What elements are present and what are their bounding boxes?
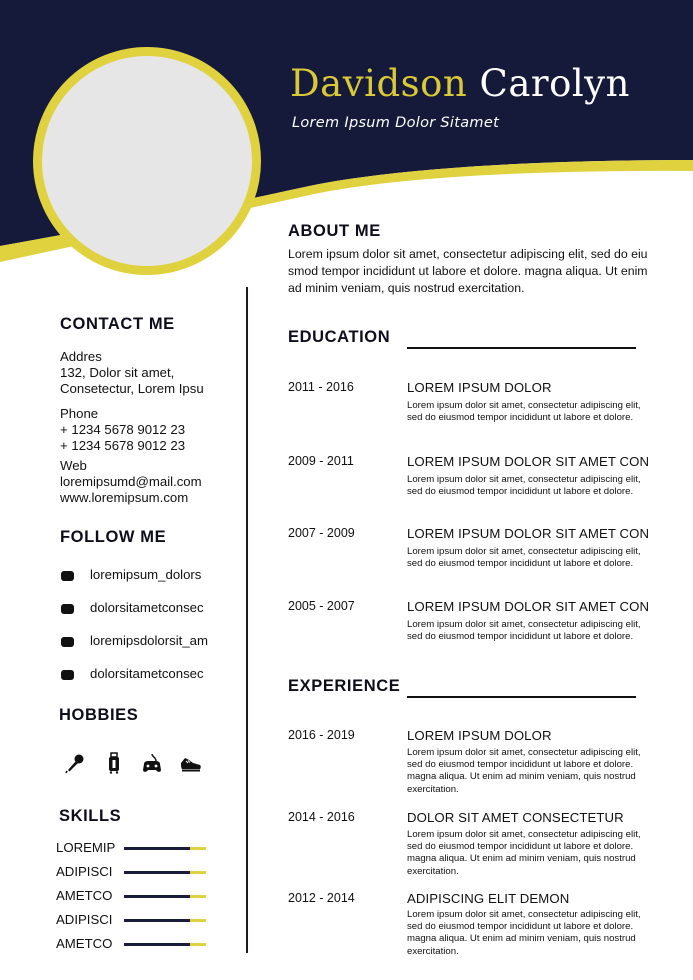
about-heading: ABOUT ME bbox=[288, 222, 381, 240]
address-line-2: Consetectur, Lorem Ipsu bbox=[60, 380, 204, 396]
social-icon bbox=[61, 670, 74, 680]
education-desc: Lorem ipsum dolor sit amet, consectetur adipiscing elit, sed do eiusmod tempor incididunt ut labore et dolore. bbox=[407, 546, 641, 570]
phone-1: + 1234 5678 9012 23 bbox=[60, 421, 186, 437]
skill-label: AMETCO bbox=[56, 888, 113, 903]
social-icon bbox=[61, 571, 74, 581]
education-desc: Lorem ipsum dolor sit amet, consectetur adipiscing elit, sed do eiusmod tempor incididunt ut labore et dolore. bbox=[407, 474, 641, 498]
follow-item[interactable] bbox=[60, 600, 204, 617]
education-desc: Lorem ipsum dolor sit amet, consectetur adipiscing elit, sed do eiusmod tempor incididunt ut labore et dolore. bbox=[407, 400, 641, 424]
skill-label: LOREMIP bbox=[56, 840, 116, 855]
microphone-icon bbox=[64, 752, 86, 774]
skill-label: ADIPISCI bbox=[56, 864, 113, 879]
skill-label: AMETCO bbox=[56, 936, 113, 951]
follow-label: loremipsdolorsit_am bbox=[90, 633, 208, 648]
follow-item[interactable] bbox=[60, 666, 204, 683]
experience-rule bbox=[407, 696, 636, 698]
gamepad-icon bbox=[141, 752, 163, 774]
experience-title: DOLOR SIT AMET CONSECTETUR bbox=[407, 810, 624, 825]
follow-label: loremipsum_dolors bbox=[90, 567, 202, 582]
education-heading: EDUCATION bbox=[288, 328, 391, 346]
last-name: Carolyn bbox=[479, 62, 630, 105]
experience-desc: Lorem ipsum dolor sit amet, consectetur adipiscing elit, sed do eiusmod tempor incididunt ut labore et dolore. magna aliqua. Ut enim ad minim veniam, quis nostrud exercitation. bbox=[407, 747, 641, 795]
email-link[interactable]: loremipsumd@mail.com bbox=[60, 473, 202, 489]
skill-bar bbox=[124, 847, 206, 850]
social-icon bbox=[61, 604, 74, 614]
experience-years: 2014 - 2016 bbox=[288, 810, 355, 824]
experience-years: 2012 - 2014 bbox=[288, 891, 355, 905]
follow-item[interactable] bbox=[60, 567, 202, 584]
skill-bar-fill bbox=[124, 871, 190, 874]
suitcase-icon bbox=[103, 752, 125, 774]
follow-label: dolorsitametconsec bbox=[90, 600, 204, 615]
address-block bbox=[60, 349, 204, 396]
phone-2: + 1234 5678 9012 23 bbox=[60, 437, 186, 453]
skills-heading: SKILLS bbox=[59, 807, 122, 825]
candidate-name bbox=[290, 62, 630, 105]
address-line-1: 132, Dolor sit amet, bbox=[60, 364, 175, 380]
phone-label: Phone bbox=[60, 406, 99, 421]
social-icon bbox=[61, 637, 74, 647]
education-years: 2009 - 2011 bbox=[288, 454, 354, 468]
skill-bar bbox=[124, 871, 206, 874]
education-years: 2005 - 2007 bbox=[288, 599, 355, 613]
education-years: 2007 - 2009 bbox=[288, 526, 355, 540]
website-link[interactable]: www.loremipsum.com bbox=[60, 489, 189, 505]
skill-label: ADIPISCI bbox=[56, 912, 113, 927]
education-desc: Lorem ipsum dolor sit amet, consectetur adipiscing elit, sed do eiusmod tempor incididunt ut labore et dolore. bbox=[407, 619, 641, 643]
about-text: Lorem ipsum dolor sit amet, consectetur adipiscing elit, sed do eiu smod tempor incididunt ut labore et dolore. magna aliqua. Ut enim ad minim veniam, quis nostrud exercitation. bbox=[288, 247, 648, 295]
web-block bbox=[60, 458, 202, 505]
experience-title: LOREM IPSUM DOLOR bbox=[407, 728, 552, 743]
education-rule bbox=[407, 347, 636, 349]
education-title: LOREM IPSUM DOLOR SIT AMET CON bbox=[407, 599, 650, 614]
follow-label: dolorsitametconsec bbox=[90, 666, 204, 681]
skill-bar bbox=[124, 895, 206, 898]
address-label: Addres bbox=[60, 349, 102, 364]
experience-title: ADIPISCING ELIT DEMON bbox=[407, 891, 570, 906]
phone-block bbox=[60, 406, 185, 453]
skill-bar-fill bbox=[124, 847, 190, 850]
hobbies-heading: HOBBIES bbox=[59, 706, 139, 724]
skill-bar-fill bbox=[124, 943, 190, 946]
skill-bar bbox=[124, 919, 206, 922]
education-title: LOREM IPSUM DOLOR SIT AMET CON bbox=[407, 526, 650, 541]
skill-bar-fill bbox=[124, 919, 190, 922]
education-title: LOREM IPSUM DOLOR bbox=[407, 380, 552, 395]
skill-bar-fill bbox=[124, 895, 190, 898]
contact-heading: CONTACT ME bbox=[60, 315, 175, 333]
experience-years: 2016 - 2019 bbox=[288, 728, 355, 742]
web-label: Web bbox=[60, 458, 87, 473]
profile-photo-placeholder bbox=[33, 47, 261, 275]
tagline: Lorem Ipsum Dolor Sitamet bbox=[292, 115, 500, 131]
skill-bar bbox=[124, 943, 206, 946]
experience-desc: Lorem ipsum dolor sit amet, consectetur adipiscing elit, sed do eiusmod tempor incididunt ut labore et dolore. magna aliqua. Ut enim ad minim veniam, quis nostrud exercitation. bbox=[407, 829, 641, 877]
education-title: LOREM IPSUM DOLOR SIT AMET CON bbox=[407, 454, 650, 469]
column-divider bbox=[246, 287, 248, 953]
sneaker-icon bbox=[180, 752, 202, 774]
education-years: 2011 - 2016 bbox=[288, 380, 354, 394]
follow-item[interactable] bbox=[60, 633, 208, 650]
experience-desc: Lorem ipsum dolor sit amet, consectetur adipiscing elit, sed do eiusmod tempor incididunt ut labore et dolore. magna aliqua. Ut enim ad minim veniam, quis nostrud exercitation. bbox=[407, 909, 641, 957]
follow-heading: FOLLOW ME bbox=[60, 528, 167, 546]
experience-heading: EXPERIENCE bbox=[288, 677, 401, 695]
first-name: Davidson bbox=[290, 62, 468, 105]
